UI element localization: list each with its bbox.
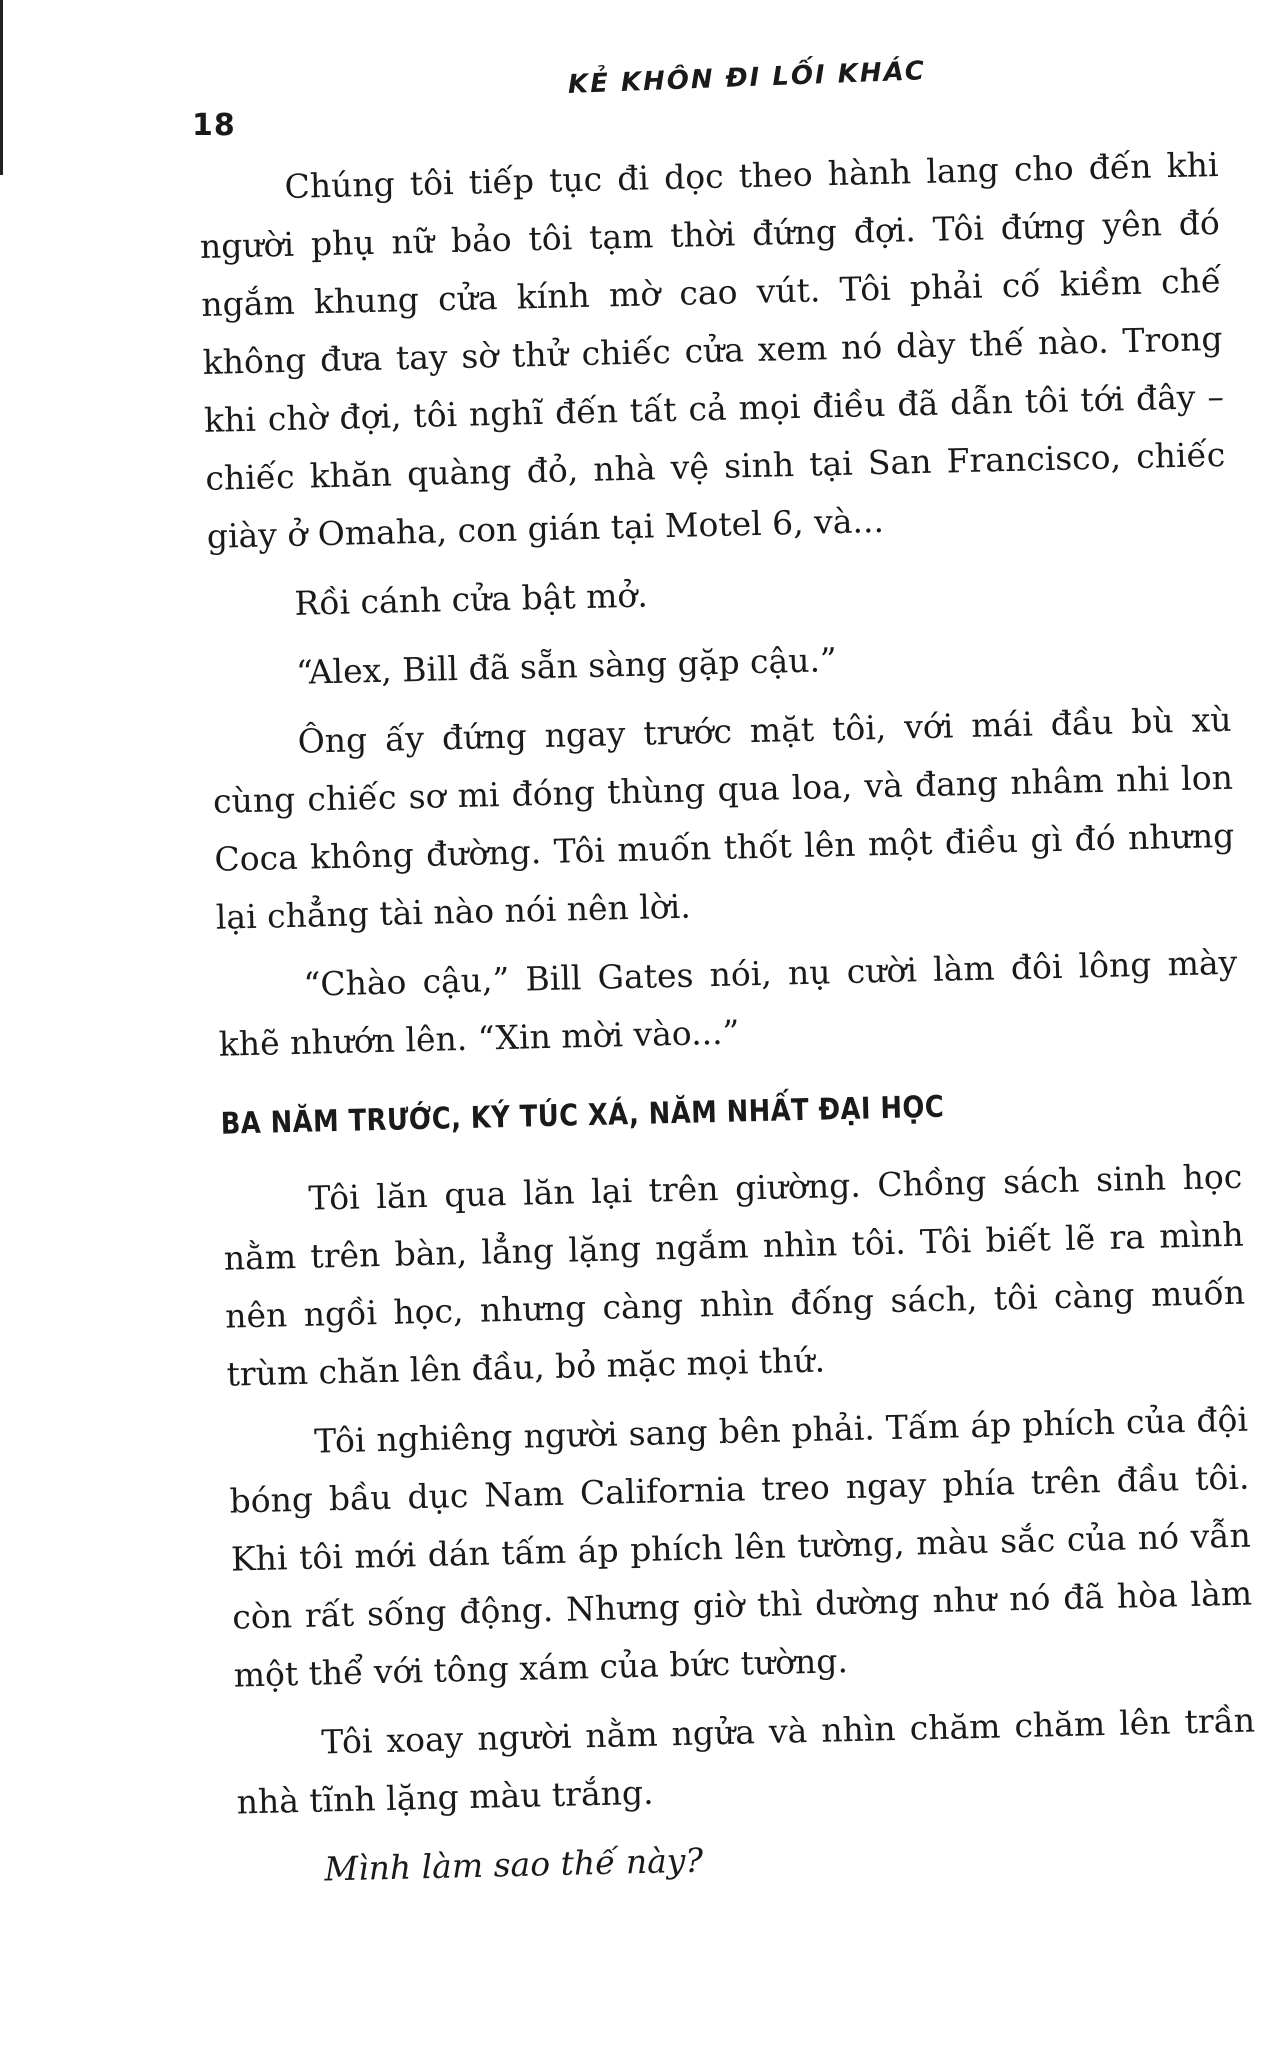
page-number: 18 <box>192 108 236 143</box>
paragraph-5: “Chào cậu,” Bill Gates nói, nụ cười làm đôi lông mày khẽ nhướn lên. “Xin mời vào...” <box>218 942 1238 1064</box>
section-heading: BA NĂM TRƯỚC, KÝ TÚC XÁ, NĂM NHẤT ĐẠI HỌC <box>220 1089 945 1142</box>
paragraph-7: Tôi nghiêng người sang bên phải. Tấm áp phích của đội bóng bầu dục Nam California treo ngay phía trên đầu tôi. Khi tôi mới dán tấm áp phích lên tường, màu sắc của nó vẫn còn rất sống động. Nhưng giờ thì dường như nó đã hòa làm một thể với tông xám của bức tường. <box>229 1399 1253 1695</box>
closing-italic-line: Mình làm sao thế này? <box>323 1840 704 1889</box>
paragraph-1: Chúng tôi tiếp tục đi dọc theo hành lang cho đến khi người phụ nữ bảo tôi tạm thời đứng đợi. Tôi đứng yên đó ngắm khung cửa kính mờ cao vút. Tôi phải cố kiềm chế không đưa tay sờ thử chiếc cửa xem nó dày thế nào. Trong khi chờ đợi, tôi nghĩ đến tất cả mọi điều đã dẫn tôi tới đây – chiếc khăn quàng đỏ, nhà vệ sinh tại San Francisco, chiếc giày ở Omaha, con gián tại Motel 6, và... <box>199 144 1226 556</box>
paragraph-3: “Alex, Bill đã sẵn sàng gặp cậu.” <box>295 640 838 692</box>
body-text <box>198 136 1259 1912</box>
paragraph-2: Rồi cánh cửa bật mở. <box>294 575 649 623</box>
running-title: KẺ KHÔN ĐI LỐI KHÁC <box>567 56 927 100</box>
page-edge-shadow <box>0 0 3 175</box>
paragraph-4: Ông ấy đứng ngay trước mặt tôi, với mái đầu bù xù cùng chiếc sơ mi đóng thùng qua loa, và đang nhâm nhi lon Coca không đường. Tôi muốn thốt lên một điều gì đó nhưng lại chẳng tài nào nói nên lời. <box>212 699 1235 937</box>
paragraph-6: Tôi lăn qua lăn lại trên giường. Chồng sách sinh học nằm trên bàn, lẳng lặng ngắm nhìn tôi. Tôi biết lẽ ra mình nên ngồi học, nhưng càng nhìn đống sách, tôi càng muốn trùm chăn lên đầu, bỏ mặc mọi thứ. <box>223 1156 1246 1394</box>
paragraph-8: Tôi xoay người nằm ngửa và nhìn chăm chăm lên trần nhà tĩnh lặng màu trắng. <box>236 1700 1256 1822</box>
